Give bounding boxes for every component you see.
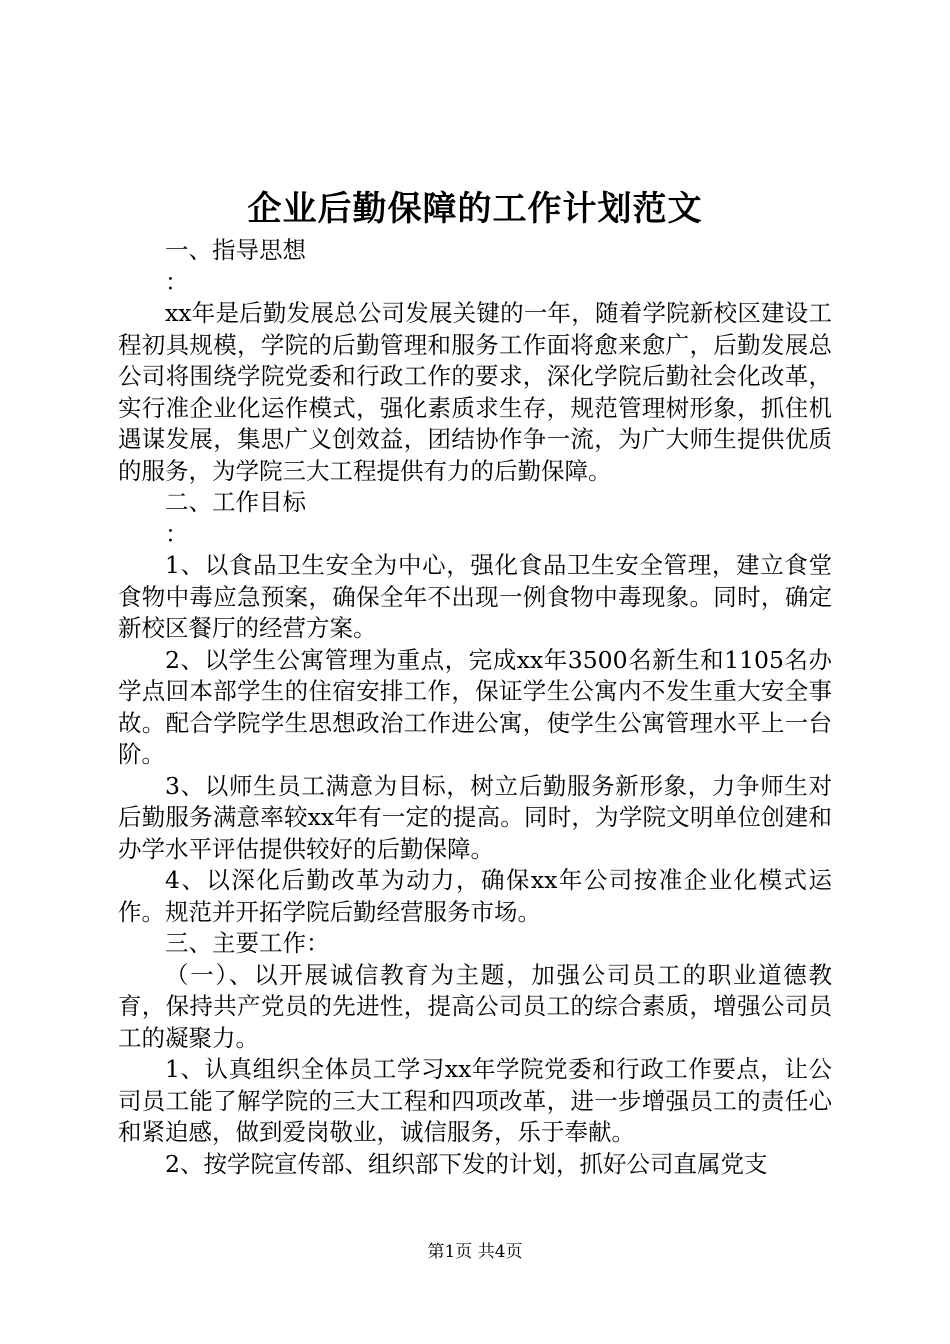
- document-title: 企业后勤保障的工作计划范文: [247, 189, 703, 229]
- paragraph-goal-2: 2、以学生公寓管理为重点，完成xx年3500名新生和1105名办学点回本部学生的住宿安排工作，保证学生公寓内不发生重大安全事故。配合学院学生思想政治工作进公寓，使学生公寓管理水平上一台阶。: [118, 645, 832, 768]
- paragraph-overview: xx年是后勤发展总公司发展关键的一年，随着学院新校区建设工程初具规模，学院的后勤管理和服务工作面将愈来愈广，后勤发展总公司将围绕学院党委和行政工作的要求，深化学院后勤社会化改革，实行准企业化运作模式，强化素质求生存，规范管理树形象，抓住机遇谋发展，集思广义创效益，团结协作争一流，为广大师生提供优质的服务，为学院三大工程提供有力的后勤保障。: [118, 299, 832, 485]
- section-heading-main-work: 三、主要工作：: [165, 929, 330, 957]
- paragraph-goal-3: 3、以师生员工满意为目标，树立后勤服务新形象，力争师生对后勤服务满意率较xx年有一定的提高。同时，为学院文明单位创建和办学水平评估提供较好的后勤保障。: [118, 771, 832, 863]
- paragraph-goal-1: 1、以食品卫生安全为中心，强化食品卫生安全管理，建立食堂食物中毒应急预案，确保全年不出现一例食物中毒现象。同时，确定新校区餐厅的经营方案。: [118, 551, 832, 642]
- section-heading-work-goals: 二、工作目标: [165, 488, 306, 516]
- section-heading-guiding-thought: 一、指导思想: [165, 236, 306, 264]
- paragraph-task-1: 1、认真组织全体员工学习xx年学院党委和行政工作要点，让公司员工能了解学院的三大工程和四项改革，进一步增强员工的责任心和紧迫感，做到爱岗敬业，诚信服务，乐于奉献。: [118, 1055, 832, 1146]
- section-colon: ：: [165, 267, 189, 296]
- paragraph-goal-4: 4、以深化后勤改革为动力，确保xx年公司按准企业化模式运作。规范并开拓学院后勤经营服务市场。: [118, 866, 832, 926]
- section-colon: ：: [165, 519, 189, 548]
- paragraph-task-2: 2、按学院宣传部、组织部下发的计划，抓好公司直属党支: [165, 1149, 768, 1178]
- paragraph-subsection-1: （一）、以开展诚信教育为主题，加强公司员工的职业道德教育，保持共产党员的先进性，提高公司员工的综合素质，增强公司员工的凝聚力。: [118, 960, 832, 1052]
- page-footer: 第1页 共4页: [427, 1242, 523, 1262]
- document-body: [118, 185, 832, 1180]
